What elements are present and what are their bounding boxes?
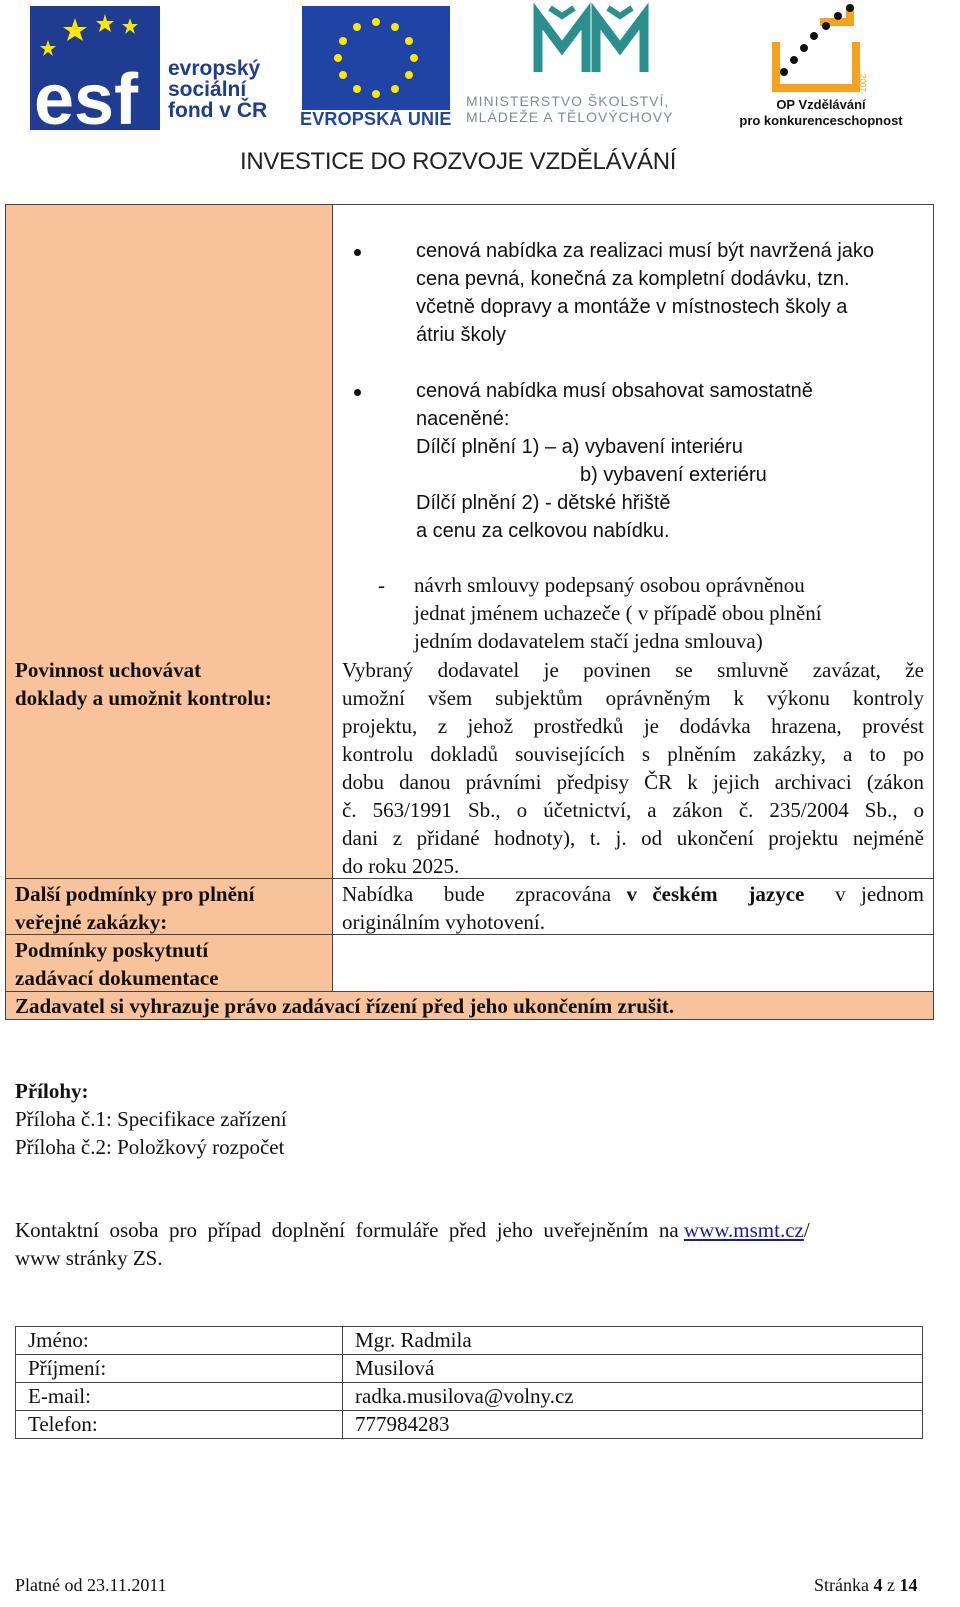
msmt-line: MLÁDEŽE A TĚLOVÝCHOVY xyxy=(466,109,674,125)
attachment-item: Příloha č.1: Specifikace zařízení xyxy=(15,1107,287,1131)
attachment-item: Příloha č.2: Položkový rozpočet xyxy=(15,1135,285,1159)
msmt-link[interactable]: www.msmt.cz xyxy=(683,1218,804,1242)
row-label-podminky xyxy=(15,880,254,936)
op-logo-icon xyxy=(770,2,870,94)
dash-item xyxy=(414,571,822,655)
bullet-line: Dílčí plnění 2) - dětské hřiště xyxy=(416,492,671,514)
text-line xyxy=(342,880,924,908)
dash-line: jednat jménem uchazeče ( v případě obou plnění xyxy=(414,601,822,625)
contact-label: E-mail: xyxy=(16,1383,343,1411)
bullet-line: včetně dopravy a montáže v místnostech školy a xyxy=(416,296,848,318)
header-logos xyxy=(0,0,960,175)
op-line: pro konkurenceschopnost xyxy=(739,113,903,128)
contact-value: 777984283 xyxy=(343,1411,923,1439)
row-text-podminky xyxy=(342,880,924,936)
label-line: zadávací dokumentace xyxy=(15,966,219,990)
label-line: Podmínky poskytnutí xyxy=(15,938,209,962)
op-line: OP Vzdělávání xyxy=(776,97,866,112)
bullet-line: átriu školy xyxy=(416,324,507,346)
text-bold-segment: v českém jazyce xyxy=(626,882,805,906)
contact-note-line: www stránky ZS. xyxy=(15,1246,163,1270)
text-segment: Nabídka bude zpracována xyxy=(342,882,627,906)
contact-table xyxy=(15,1326,923,1439)
text-line: umožní všem subjektům oprávněným k výkonu kontroly xyxy=(342,686,924,710)
contact-note-suffix: / xyxy=(803,1218,810,1242)
label-line: Další podmínky pro plnění xyxy=(15,882,255,906)
esf-line: fond v ČR xyxy=(168,99,268,122)
conditions-table xyxy=(5,204,934,1020)
page-current: 4 xyxy=(873,1575,883,1595)
esf-title xyxy=(168,58,267,121)
esf-line: sociální xyxy=(168,78,247,101)
bullet-icon xyxy=(354,249,361,256)
label-line: veřejné zakázky: xyxy=(15,910,168,934)
row-label-dokumentace xyxy=(15,936,219,992)
footer-page-number xyxy=(814,1575,917,1596)
table-row xyxy=(16,1411,923,1439)
bullet-line: cenová nabídka za realizaci musí být navržená jako xyxy=(416,240,875,262)
text-line: do roku 2025. xyxy=(342,854,460,878)
bullet-line: naceněné: xyxy=(416,408,510,430)
contact-value: Mgr. Radmila xyxy=(343,1327,923,1355)
page-prefix: Stránka xyxy=(814,1575,874,1595)
footer-valid-from: Platné od 23.11.2011 xyxy=(15,1575,167,1595)
text-line: č. 563/1991 Sb., o účetnictví, a zákon č. 235/2004 Sb., o xyxy=(342,798,924,822)
table-row xyxy=(16,1327,923,1355)
label-line: Povinnost uchovávat xyxy=(15,658,202,682)
dash-line: návrh smlouvy podepsaný osobou oprávněnou xyxy=(414,573,805,597)
investice-heading: INVESTICE DO ROZVOJE VZDĚLÁVÁNÍ xyxy=(240,148,677,175)
contact-value: radka.musilova@volny.cz xyxy=(343,1383,923,1411)
esf-line: evropský xyxy=(168,57,261,80)
op-label xyxy=(736,97,906,129)
bullet-item xyxy=(416,237,874,349)
bullet-item xyxy=(416,377,813,545)
text-line: originálním vyhotovení. xyxy=(342,910,545,934)
text-line: dani z přidané hodnoty), t. j. od ukončení projektu nejméně xyxy=(342,826,924,850)
dash-marker: - xyxy=(378,573,385,597)
bullet-line: a cenu za celkovou nabídku. xyxy=(416,520,670,542)
attachments-heading: Přílohy: xyxy=(15,1079,89,1103)
table-row xyxy=(16,1355,923,1383)
bullet-line: cenová nabídka musí obsahovat samostatně xyxy=(416,380,813,402)
contact-label: Příjmení: xyxy=(16,1355,343,1383)
row-label-kontrola xyxy=(15,656,272,712)
label-column xyxy=(6,205,332,991)
bullet-line: Dílčí plnění 1) – a) vybavení interiéru xyxy=(416,436,743,458)
contact-note-line xyxy=(15,1216,929,1244)
contact-note xyxy=(15,1216,929,1272)
label-line: doklady a umožnit kontrolu: xyxy=(15,686,272,710)
bullet-line: cena pevná, konečná za kompletní dodávku, tzn. xyxy=(416,268,850,290)
svg-text:esf: esf xyxy=(34,60,139,130)
msmt-logo-icon xyxy=(530,2,660,92)
op-year: 2007-13 xyxy=(858,74,867,94)
eu-label: EVROPSKÁ UNIE xyxy=(300,109,452,129)
dash-line: jedním dodavatelem stačí jedna smlouva) xyxy=(414,629,763,653)
bullet-icon xyxy=(354,389,361,396)
contact-label: Jméno: xyxy=(16,1327,343,1355)
text-line: projektu, z jehož prostředků je dodávka hrazena, provést xyxy=(342,714,924,738)
text-line: dobu danou právními předpisy ČR k jejich archivaci (zákon xyxy=(342,770,924,794)
msmt-label xyxy=(466,93,673,125)
msmt-line: MINISTERSTVO ŠKOLSTVÍ, xyxy=(466,93,670,109)
text-segment: v jednom xyxy=(804,882,925,906)
esf-logo-icon xyxy=(30,6,160,130)
row-text-kontrola xyxy=(342,656,924,880)
table-row xyxy=(16,1383,923,1411)
contact-value: Musilová xyxy=(343,1355,923,1383)
final-row-text: Zadavatel si vyhrazuje právo zadávací řízení před jeho ukončením zrušit. xyxy=(15,994,675,1018)
attachments xyxy=(15,1077,287,1161)
eu-flag-icon xyxy=(302,6,450,110)
bullet-line: b) vybavení exteriéru xyxy=(580,464,767,486)
page-sep: z xyxy=(882,1575,900,1595)
text-line: Vybraný dodavatel je povinen se smluvně zavázat, že xyxy=(342,658,924,682)
contact-note-text: Kontaktní osoba pro případ doplnění formuláře před jeho uveřejněním na xyxy=(15,1218,684,1242)
contact-label: Telefon: xyxy=(16,1411,343,1439)
text-line: kontrolu dokladů souvisejících s plněním zakázky, a to po xyxy=(342,742,924,766)
page-total: 14 xyxy=(899,1575,918,1595)
